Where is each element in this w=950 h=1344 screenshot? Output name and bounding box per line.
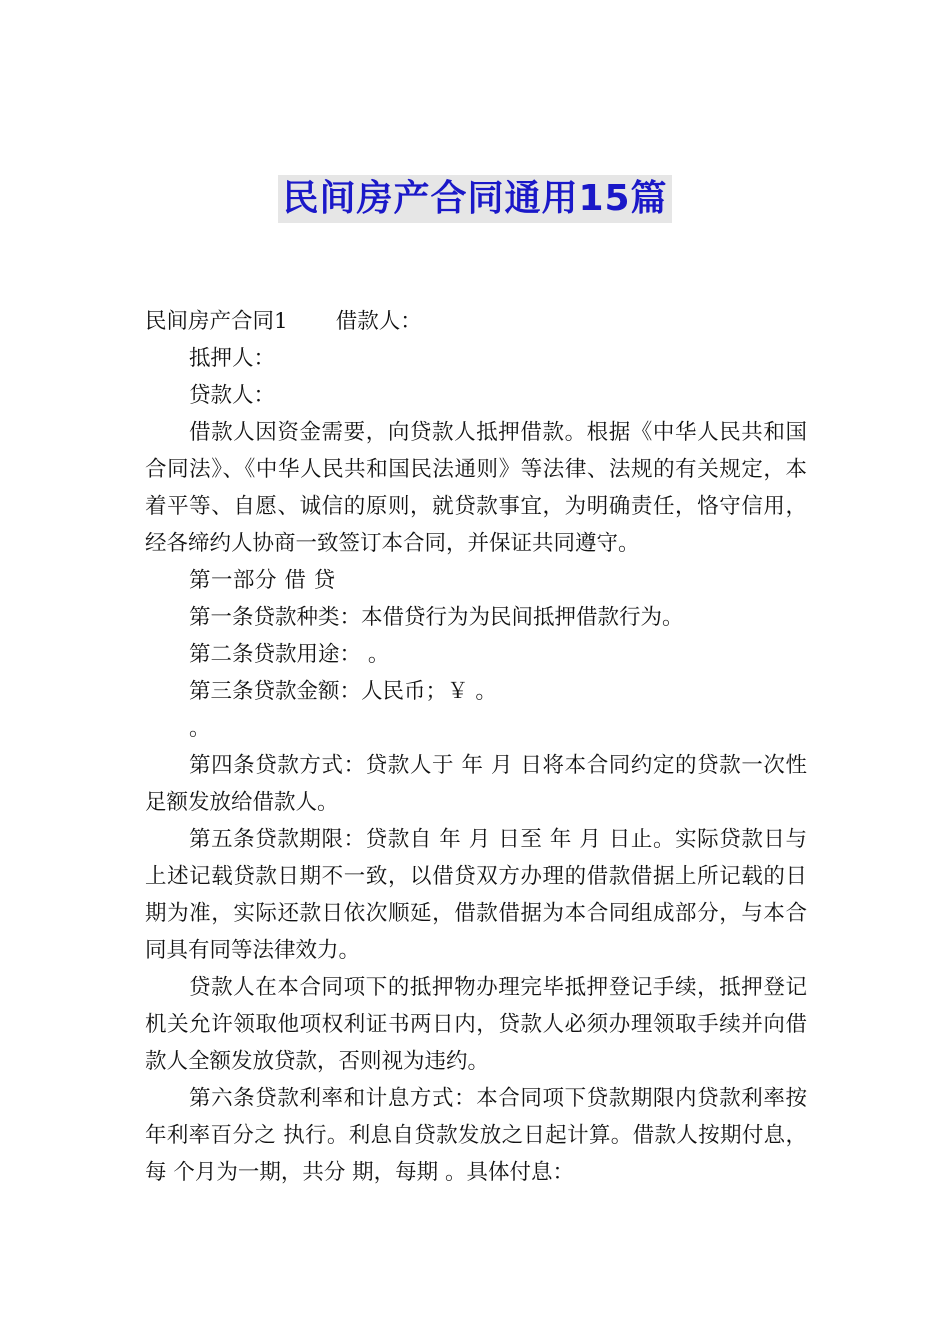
- article-4: 第四条贷款方式：贷款人于 年 月 日将本合同约定的贷款一次性足额发放给借款人。: [145, 753, 807, 815]
- paragraph-lender: 贷款人：: [189, 383, 276, 408]
- article-5: 第五条贷款期限：贷款自 年 月 日至 年 月 日止。实际贷款日与上述记载贷款日期不一致，以借贷双方办理的借款借据上所记载的日期为准，实际还款日依次顺延，借款借据为本合同组成部分，与本合同具有同等法律效力。: [145, 827, 807, 963]
- article-6: 第六条贷款利率和计息方式：本合同项下贷款期限内贷款利率按年利率百分之 执行。利息自贷款发放之日起计算。借款人按期付息，每 个月为一期，共分 期，每期 。具体付息：: [145, 1086, 807, 1185]
- paragraph-preamble: 借款人因资金需要，向贷款人抵押借款。根据《中华人民共和国合同法》、《中华人民共和国民法通则》等法律、法规的有关规定，本着平等、自愿、诚信的原则，就贷款事宜，为明确责任，恪守信用，经各缔约人协商一致签订本合同，并保证共同遵守。: [145, 420, 807, 556]
- article-3: 第三条贷款金额：人民币；￥ 。: [189, 679, 497, 704]
- title-container: [0, 175, 950, 223]
- article-1: 第一条贷款种类：本借贷行为为民间抵押借款行为。: [189, 605, 684, 630]
- article-2: 第二条贷款用途： 。: [189, 642, 390, 667]
- section-heading-part-one: 第一部分 借 贷: [189, 568, 336, 593]
- article-5-supplement: 贷款人在本合同项下的抵押物办理完毕抵押登记手续，抵押登记机关允许领取他项权利证书两日内，贷款人必须办理领取手续并向借款人全额发放贷款，否则视为违约。: [145, 975, 807, 1074]
- paragraph-mortgagor: 抵押人：: [189, 346, 276, 371]
- contract-heading-line: [145, 303, 807, 340]
- article-3-continuation: 。: [189, 716, 211, 741]
- document-body: [145, 303, 807, 1191]
- contract-heading: 民间房产合同1: [145, 309, 288, 334]
- borrower-label: 借款人：: [335, 309, 422, 334]
- document-title: 民间房产合同通用15篇: [278, 175, 671, 223]
